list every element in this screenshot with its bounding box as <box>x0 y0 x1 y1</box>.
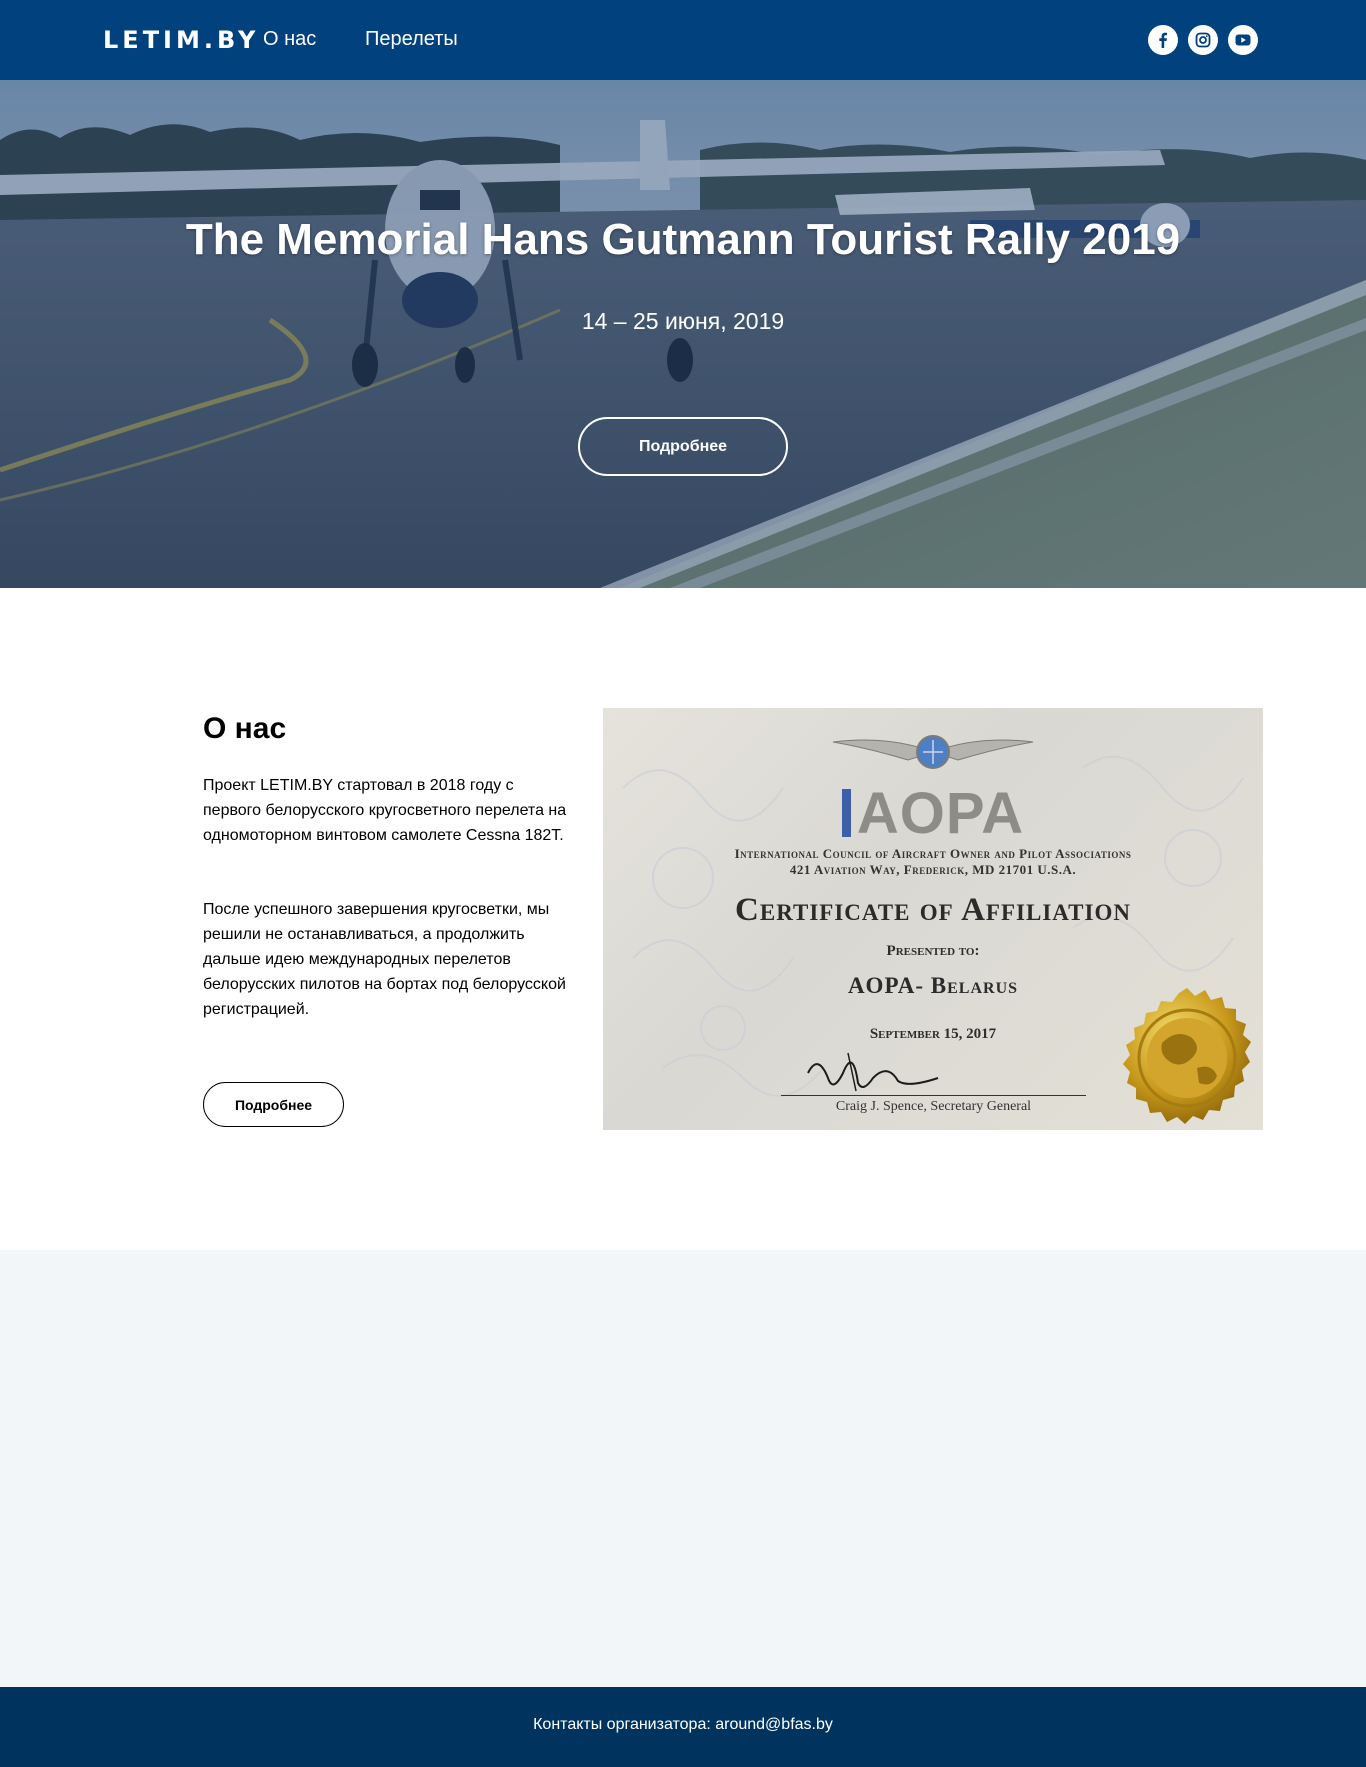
youtube-icon[interactable] <box>1228 25 1258 55</box>
site-logo[interactable]: LETIM.BY <box>103 26 260 54</box>
signature-line <box>781 1095 1086 1096</box>
footer-contacts[interactable]: Контакты организатора: around@bfas.by <box>533 1716 833 1733</box>
nav-about[interactable]: О нас <box>263 28 317 50</box>
certificate-address: 421 Aviation Way, Frederick, MD 21701 U.S.A. <box>789 862 1077 877</box>
certificate-title: Certificate of Affiliation <box>735 892 1131 928</box>
site-footer <box>0 1687 1366 1767</box>
hero-date: 14 – 25 июня, 2019 <box>581 308 785 334</box>
hero-more-button[interactable]: Подробнее <box>578 417 788 476</box>
site-header <box>0 0 1366 80</box>
signature-image <box>798 1043 948 1098</box>
about-paragraph-2: После успешного завершения кругосветки, мы решили не останавливаться, а продолжить дальше идею международных перелетов белорусских пилотов на бортах под белорусской регистрацией. <box>203 901 566 1018</box>
certificate-council: International Council of Aircraft Owner and Pilot Associations <box>734 846 1132 861</box>
certificate-presented-to: Presented to: <box>886 943 980 959</box>
certificate-logo: AOPA <box>603 780 1263 847</box>
instagram-icon[interactable] <box>1188 25 1218 55</box>
hero-title: The Memorial Hans Gutmann Tourist Rally 2019 <box>185 215 1181 264</box>
certificate-signer: Craig J. Spence, Secretary General <box>835 1099 1032 1114</box>
gold-seal-icon <box>1113 984 1261 1130</box>
hero-section <box>0 80 1366 588</box>
about-title: О нас <box>203 712 287 745</box>
certificate-date: September 15, 2017 <box>869 1026 997 1042</box>
about-more-button[interactable]: Подробнее <box>203 1082 344 1127</box>
content-band <box>0 1250 1366 1687</box>
nav-flights[interactable]: Перелеты <box>365 28 458 50</box>
about-paragraph-1: Проект LETIM.BY стартовал в 2018 году с первого белорусского кругосветного перелета на одномоторном винтовом самолете Cessna 182T. <box>203 777 567 844</box>
certificate-recipient: AOPA- Belarus <box>847 973 1019 998</box>
facebook-icon[interactable] <box>1148 25 1178 55</box>
certificate-image <box>603 708 1263 1130</box>
wings-emblem-icon <box>828 730 1038 778</box>
